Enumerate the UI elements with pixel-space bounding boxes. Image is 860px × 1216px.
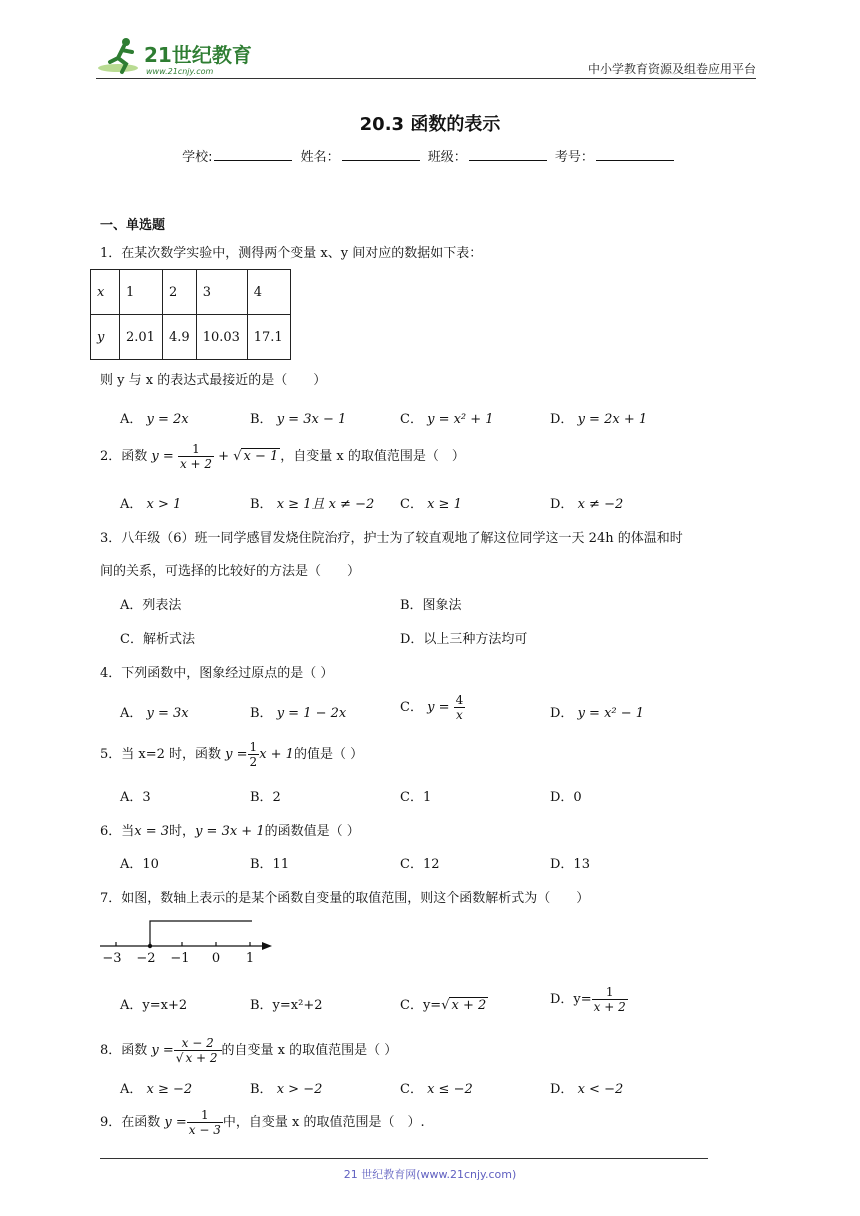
q7-option-b[interactable]: B．y=x²+2 — [250, 998, 323, 1013]
q1-stem: 1．在某次数学实验中，测得两个变量 x、y 间对应的数据如下表： — [100, 246, 483, 261]
axis-label: −2 — [136, 951, 156, 966]
q7-option-a[interactable]: A．y=x+2 — [120, 998, 188, 1013]
q7-stem: 7．如图，数轴上表示的是某个函数自变量的取值范围，则这个函数解析式为（ ） — [100, 891, 590, 906]
table-cell: y — [91, 315, 120, 360]
table-cell: 2 — [163, 270, 197, 315]
class-blank[interactable] — [469, 148, 547, 161]
q2-stem: 2．函数 y = $\frac{1}{x + 2}$ + √ x − 1 ，自变量 x 的取值范围是（ ） — [100, 442, 465, 471]
q4-option-d[interactable]: D． y = x² − 1 — [550, 706, 645, 721]
table-cell: 4 — [247, 270, 290, 315]
q1-data-table — [90, 269, 291, 360]
q6-option-d[interactable]: D．13 — [550, 857, 590, 872]
footer-divider — [100, 1158, 708, 1159]
q3-option-d[interactable]: D．以上三种方法均可 — [400, 632, 528, 647]
q2-option-a[interactable]: A． x > 1 — [120, 497, 182, 512]
q3-option-a[interactable]: A．列表法 — [120, 598, 182, 613]
q3-stem-line1: 3．八年级（6）班一同学感冒发烧住院治疗，护士为了较直观地了解这位同学这一天 24h 的体温和时 — [100, 531, 683, 546]
school-blank[interactable] — [214, 148, 292, 161]
q5-stem: 5．当 x=2 时，函数 y = $\frac{1}{2}$ x + 1的值是（ ） — [100, 740, 364, 769]
table-cell: x — [91, 270, 120, 315]
footer-text[interactable]: 21 世纪教育网(www.21cnjy.com) — [343, 1168, 517, 1181]
q4-option-c[interactable]: C． y = $\frac{4}{x}$ — [400, 693, 464, 722]
q6-option-a[interactable]: A．10 — [120, 857, 159, 872]
q3-option-c[interactable]: C．解析式法 — [120, 632, 195, 647]
svg-text:www.21cnjy.com: www.21cnjy.com — [146, 67, 214, 76]
q8-option-a[interactable]: A． x ≥ −2 — [120, 1082, 193, 1097]
q7-option-c[interactable]: C．y=√ x + 2 — [400, 998, 487, 1013]
q1-option-a[interactable]: A． y = 2x — [120, 412, 189, 427]
table-cell: 2.01 — [120, 315, 163, 360]
q2-option-d[interactable]: D． x ≠ −2 — [550, 497, 624, 512]
q3-option-b[interactable]: B．图象法 — [400, 598, 462, 613]
table-cell: 10.03 — [196, 315, 247, 360]
q1-option-c[interactable]: C． y = x² + 1 — [400, 412, 494, 427]
table-row — [91, 270, 291, 315]
q8-stem: 8．函数 y = $\frac{x - 2}{√ x + 2}$ 的自变量 x 的取值范围是（ ） — [100, 1036, 398, 1065]
q3-stem-line2: 间的关系，可选择的比较好的方法是（ ） — [100, 564, 361, 579]
q6-stem: 6．当x = 3时，y = 3x + 1的函数值是（ ） — [100, 824, 360, 839]
q5-option-b[interactable]: B．2 — [250, 790, 281, 805]
q6-option-c[interactable]: C．12 — [400, 857, 440, 872]
q4-option-b[interactable]: B． y = 1 − 2x — [250, 706, 347, 721]
axis-label: −1 — [170, 951, 190, 966]
q8-option-b[interactable]: B． x > −2 — [250, 1082, 323, 1097]
axis-label: 0 — [211, 951, 221, 966]
name-label: 姓名： — [300, 150, 340, 165]
number-line-figure — [96, 914, 276, 970]
q4-stem: 4．下列函数中，图象经过原点的是（ ） — [100, 666, 334, 681]
q2-option-c[interactable]: C． x ≥ 1 — [400, 497, 462, 512]
logo-runner-icon — [96, 34, 256, 80]
q5-option-d[interactable]: D．0 — [550, 790, 582, 805]
class-label: 班级： — [427, 150, 467, 165]
q1-ask: 则 y 与 x 的表达式最接近的是（ ） — [100, 373, 327, 388]
q5-option-c[interactable]: C．1 — [400, 790, 432, 805]
q8-option-c[interactable]: C． x ≤ −2 — [400, 1082, 473, 1097]
q5-option-a[interactable]: A．3 — [120, 790, 151, 805]
school-label: 学校: — [182, 150, 213, 165]
q9-stem: 9．在函数 y = $\frac{1}{x - 3}$ 中，自变量 x 的取值范围是（ ）. — [100, 1108, 425, 1137]
q8-option-d[interactable]: D． x < −2 — [550, 1082, 624, 1097]
q6-option-b[interactable]: B．11 — [250, 857, 290, 872]
header-divider — [96, 78, 756, 79]
exam-no-blank[interactable] — [596, 148, 674, 161]
axis-label: −3 — [102, 951, 122, 966]
page-title: 20.3 函数的表示 — [359, 114, 501, 135]
table-cell: 4.9 — [163, 315, 197, 360]
q2-option-b[interactable]: B． x ≥ 1且 x ≠ −2 — [250, 497, 375, 512]
q7-option-d[interactable]: D．y= $\frac{1}{x + 2}$ — [550, 985, 626, 1014]
student-info-line — [0, 146, 860, 165]
q1-option-b[interactable]: B． y = 3x − 1 — [250, 412, 347, 427]
table-cell: 1 — [120, 270, 163, 315]
q1-option-d[interactable]: D． y = 2x + 1 — [550, 412, 648, 427]
table-cell: 3 — [196, 270, 247, 315]
axis-label: 1 — [245, 951, 255, 966]
name-blank[interactable] — [342, 148, 420, 161]
logo — [96, 34, 256, 80]
svg-text:21世纪教育: 21世纪教育 — [144, 43, 252, 67]
header-platform-text: 中小学教育资源及组卷应用平台 — [587, 62, 756, 76]
section-heading: 一、单选题 — [100, 218, 166, 233]
q4-option-a[interactable]: A． y = 3x — [120, 706, 189, 721]
exam-no-label: 考号： — [554, 150, 594, 165]
table-cell: 17.1 — [247, 315, 290, 360]
table-row — [91, 315, 291, 360]
